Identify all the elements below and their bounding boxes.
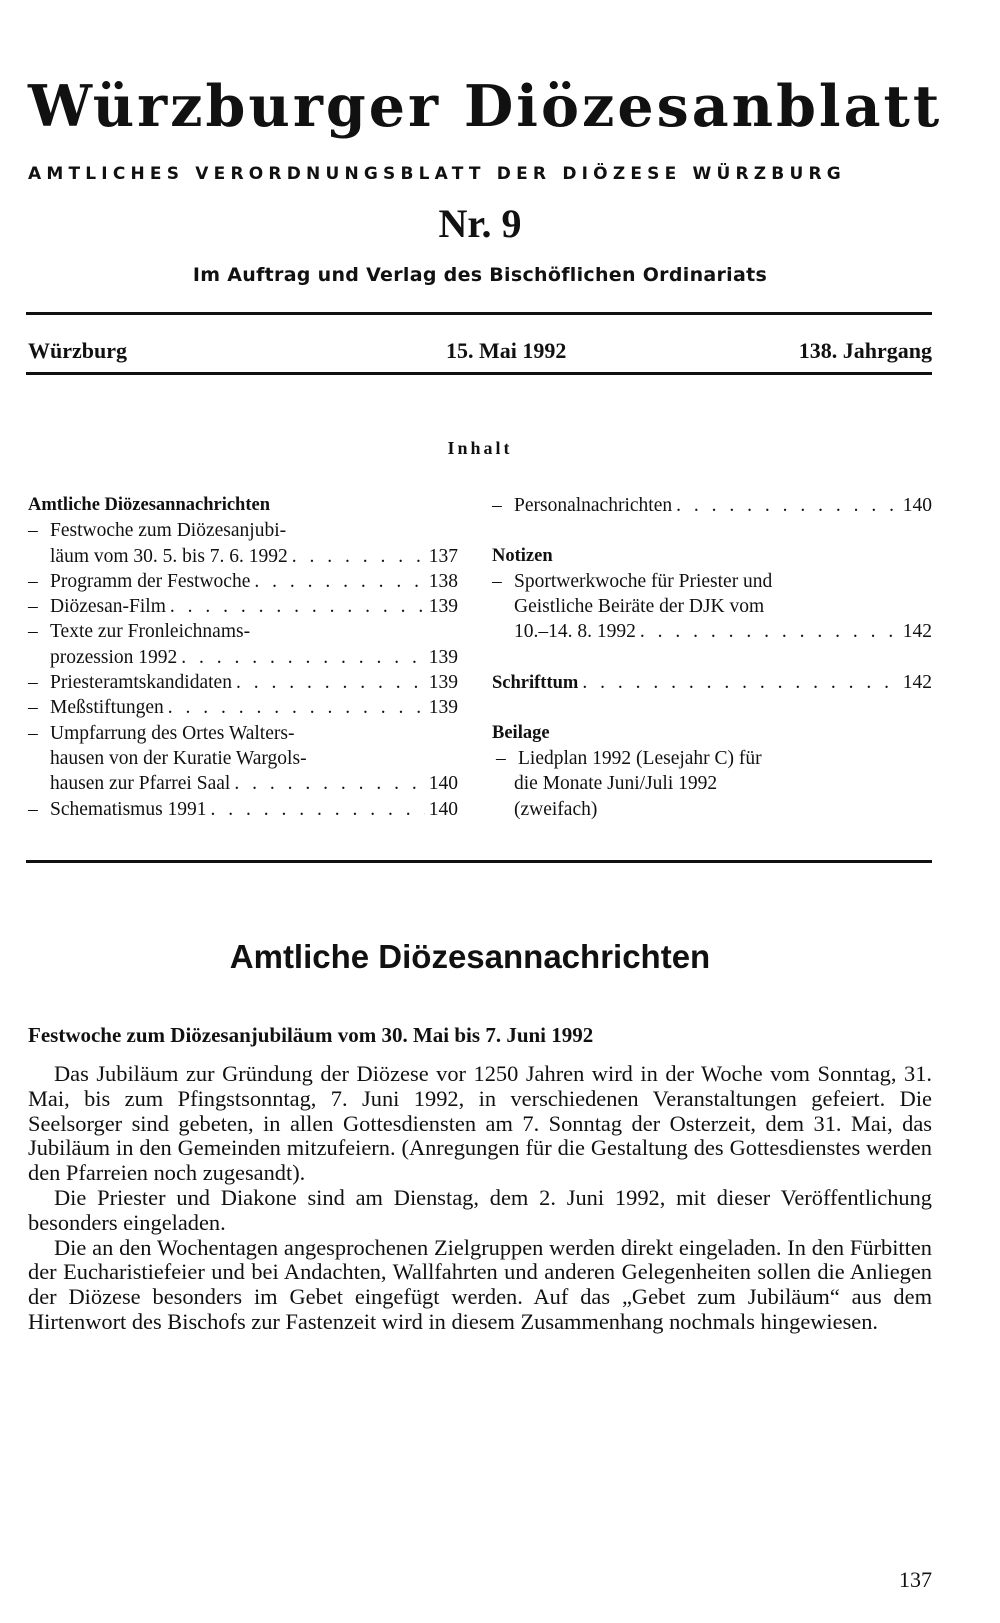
- toc-entry-text: hausen zur Pfarrei Saal: [50, 773, 231, 795]
- toc-entry-text: Geistliche Beiräte der DJK vom: [514, 596, 765, 618]
- toc-entry-text: (zweifach): [514, 798, 598, 820]
- toc-entry-text: Umpfarrung des Ortes Walters-: [50, 722, 295, 744]
- toc-entry-text: Texte zur Fronleichnams-: [50, 621, 251, 643]
- toc-entry-text: Schematismus 1991: [50, 798, 207, 820]
- article-paragraph: Das Jubiläum zur Gründung der Diözese vor 1250 Jahren wird in der Woche vom Sonntag, 31. Mai, bis zum Pfingstsonntag, 7. Juni 1992, in verschiedenen Veranstaltungen gefeiert. Die Seelsorger sind gebeten, in allen Gottesdiensten am 7. Sonntag der Osterzeit, dem 31. Mai, das Jubiläum in den Gemeinden mitzufeiern. (Anregungen für die Gestaltung des Gottesdienstes werden den Pfarreien noch zugesandt).: [28, 1061, 932, 1186]
- toc-entry[interactable]: – Schematismus 1991 . . . 140: [28, 797, 458, 822]
- toc-entry-text: hausen von der Kuratie Wargols-: [50, 747, 307, 769]
- toc-page-number: 139: [428, 646, 458, 668]
- dateline-place: Würzburg: [28, 338, 127, 363]
- toc-entry-text: Priesteramtskandidaten: [50, 672, 232, 694]
- toc-entry-text: läum vom 30. 5. bis 7. 6. 1992: [50, 545, 288, 567]
- toc-entry-cont[interactable]: [28, 645, 458, 670]
- toc-entry-cont[interactable]: [28, 746, 458, 771]
- article-paragraph: Die an den Wochentagen angesprochenen Zielgruppen werden direkt eingeladen. In den Fürbitten der Eucharistiefeier und bei Andachten, Wallfahrten und anderen Gelegenheiten sollen die Anliegen der Diözese besonders im Gebet eingefügt werden. Auf das „Gebet zum Jubiläum“ aus dem Hirtenwort des Bischofs zur Fastenzeit wird in diesem Zusammenhang nochmals hingewiesen.: [28, 1234, 932, 1334]
- toc-entry-cont: [492, 771, 932, 796]
- toc-entry-text: Personalnachrichten: [514, 495, 673, 516]
- section-title: Amtliche Diözesannachrichten: [229, 938, 711, 975]
- publisher-line: Im Auftrag und Verlag des Bischöflichen Ordinariats: [192, 264, 768, 286]
- toc-entry-text: Liedplan 1992 (Lesejahr C) für: [518, 747, 762, 769]
- toc-entry-cont[interactable]: [492, 594, 932, 619]
- toc-page-number: 142: [902, 672, 932, 694]
- toc-section-heading: Schrifttum: [492, 673, 579, 694]
- page-number: 137: [899, 1567, 932, 1592]
- toc-entry-cont: [492, 797, 932, 822]
- toc-entry-text: Diözesan-Film: [50, 596, 166, 618]
- toc-entry[interactable]: – Sportwerkwoche für Priester und: [492, 570, 773, 592]
- toc-entry-cont[interactable]: [28, 771, 458, 796]
- article-title: Festwoche zum Diözesanjubiläum vom 30. Mai bis 7. Juni 1992: [28, 1023, 594, 1047]
- toc-page-number: 139: [428, 672, 458, 694]
- toc-entry[interactable]: – Umpfarrung des Ortes Walters-: [28, 722, 295, 744]
- toc-entry[interactable]: – Priesteramtskandidaten . . . 139: [28, 670, 458, 695]
- toc-entry-cont[interactable]: [28, 544, 458, 569]
- top-rule: [26, 312, 932, 315]
- dateline-rule: [26, 372, 932, 375]
- toc-section-heading: Notizen: [492, 545, 553, 566]
- toc-entry-text: Sportwerkwoche für Priester und: [514, 570, 773, 592]
- contents-bottom-rule: [26, 860, 932, 863]
- issue-number: Nr. 9: [438, 201, 522, 246]
- toc-entry-text: Festwoche zum Diözesanjubi-: [50, 520, 287, 542]
- toc-page-number: 140: [428, 798, 458, 820]
- contents-left-column: [28, 493, 458, 822]
- toc-page-number: 142: [902, 621, 932, 643]
- masthead-title: Würzburger Diözesanblatt: [28, 73, 943, 140]
- toc-entry-cont[interactable]: [492, 619, 932, 644]
- masthead-subtitle: AMTLICHES VERORDNUNGSBLATT DER DIÖZESE WÜRZBURG: [28, 164, 846, 184]
- article-body: [28, 1062, 932, 1335]
- toc-entry[interactable]: – Programm der Festwoche . . . 138: [28, 569, 458, 594]
- article-paragraph: Die Priester und Diakone sind am Dienstag, dem 2. Juni 1992, mit dieser Veröffentlichung besonders eingeladen.: [28, 1184, 932, 1235]
- toc-entry[interactable]: – Liedplan 1992 (Lesejahr C) für: [492, 746, 932, 771]
- toc-entry-text: 10.–14. 8. 1992: [514, 621, 636, 643]
- dateline-date: 15. Mai 1992: [446, 338, 567, 363]
- toc-entry[interactable]: – Meßstiftungen . . . 139: [28, 695, 458, 720]
- toc-page-number: 140: [428, 773, 458, 795]
- toc-page-number: 139: [428, 596, 458, 618]
- contents-heading: Inhalt: [447, 438, 513, 458]
- toc-entry[interactable]: – Diözesan-Film . . . 139: [28, 594, 458, 619]
- toc-entry[interactable]: – Texte zur Fronleichnams-: [28, 621, 251, 643]
- toc-entry-text: Meßstiftungen: [50, 697, 164, 719]
- toc-page-number: 138: [428, 570, 458, 592]
- toc-section-heading: Beilage: [492, 722, 550, 743]
- toc-entry-text: die Monate Juni/Juli 1992: [514, 773, 718, 795]
- dateline-volume: 138. Jahrgang: [798, 338, 932, 363]
- toc-entry[interactable]: [492, 670, 932, 695]
- toc-page-number: 137: [428, 545, 458, 567]
- toc-page-number: 139: [428, 697, 458, 719]
- dateline: [26, 338, 932, 368]
- toc-page-number: 140: [902, 495, 932, 516]
- contents-right-column: [492, 493, 932, 822]
- toc-section-heading: Amtliche Diözesannachrichten: [28, 495, 271, 515]
- toc-entry[interactable]: – Festwoche zum Diözesanjubi-: [28, 520, 287, 542]
- toc-entry[interactable]: – Personalnachrichten . . . 140: [492, 493, 932, 518]
- toc-entry-text: Programm der Festwoche: [50, 570, 251, 592]
- toc-entry-text: prozession 1992: [50, 646, 178, 668]
